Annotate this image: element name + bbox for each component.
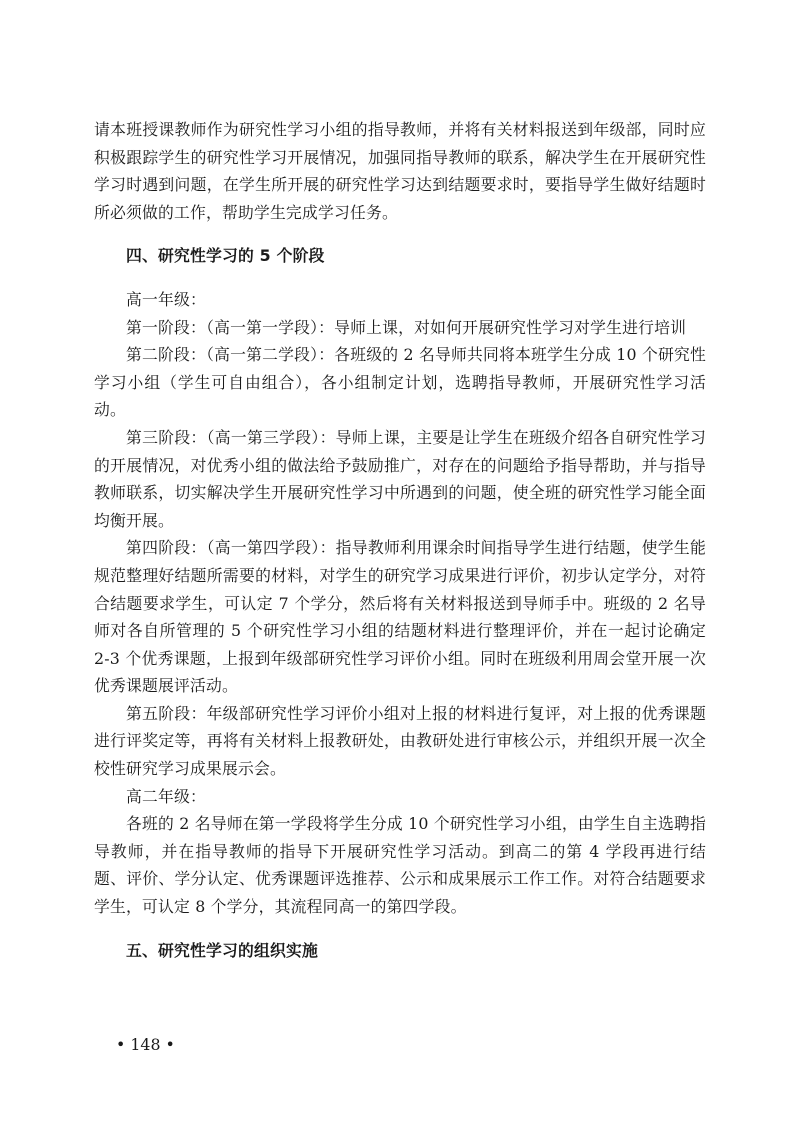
- intro-paragraph: 请本班授课教师作为研究性学习小组的指导教师，并将有关材料报送到年级部，同时应积极跟踪学生的研究性学习开展情况，加强同指导教师的联系，解决学生在开展研究性学习时遇到问题，在学生所开展的研究性学习达到结题要求时，要指导学生做好结题时所必须做的工作，帮助学生完成学习任务。: [94, 120, 706, 222]
- stage-5-paragraph: 第五阶段：年级部研究性学习评价小组对上报的材料进行复评，对上报的优秀课题进行评奖定等，再将有关材料上报教研处，由教研处进行审核公示，并组织开展一次全校性研究学习成果展示会。: [94, 703, 706, 779]
- grade-1-label: 高一年级：: [126, 289, 206, 309]
- section-4-heading: 四、研究性学习的 5 个阶段: [126, 246, 325, 266]
- document-body: [94, 116, 706, 964]
- grade-2-label: 高二年级：: [126, 786, 206, 806]
- stage-4-paragraph: 第四阶段：（高一第四学段）：指导教师利用课余时间指导学生进行结题，使学生能规范整理好结题所需要的材料，对学生的研究学习成果进行评价，初步认定学分，对符合结题要求学生，可认定 7 个学分，然后将有关材料报送到导师手中。班级的 2 名导师对各自所管理的 5 个研究性学习小组的结题材料进行整理评价，并在一起讨论确定 2-3 个优秀课题，上报到年级部研究性学习评价小组。同时在班级利用周会堂开展一次优秀课题展评活动。: [94, 538, 706, 696]
- section-5-heading: 五、研究性学习的组织实施: [126, 940, 318, 960]
- grade-2-paragraph: 各班的 2 名导师在第一学段将学生分成 10 个研究性学习小组，由学生自主选聘指导教师，并在指导教师的指导下开展研究性学习活动。到高二的第 4 学段再进行结题、评价、学分认定、优秀课题评选推荐、公示和成果展示工作工作。对符合结题要求学生，可认定 8 个学分，其流程同高一的第四学段。: [94, 814, 706, 917]
- stage-2-paragraph: 第二阶段：（高一第二学段）：各班级的 2 名导师共同将本班学生分成 10 个研究性学习小组（学生可自由组合），各小组制定计划，选聘指导教师，开展研究性学习活动。: [94, 345, 706, 420]
- page-number: • 148 •: [116, 1035, 175, 1054]
- stage-1-paragraph: 第一阶段：（高一第一学段）：导师上课，对如何开展研究性学习对学生进行培训: [126, 317, 687, 337]
- stage-3-paragraph: 第三阶段：（高一第三学段）：导师上课，主要是让学生在班级介绍各自研究性学习的开展情况，对优秀小组的做法给予鼓励推广，对存在的问题给予指导帮助，并与指导教师联系，切实解决学生开展研究性学习中所遇到的问题，使全班的研究性学习能全面均衡开展。: [94, 427, 706, 530]
